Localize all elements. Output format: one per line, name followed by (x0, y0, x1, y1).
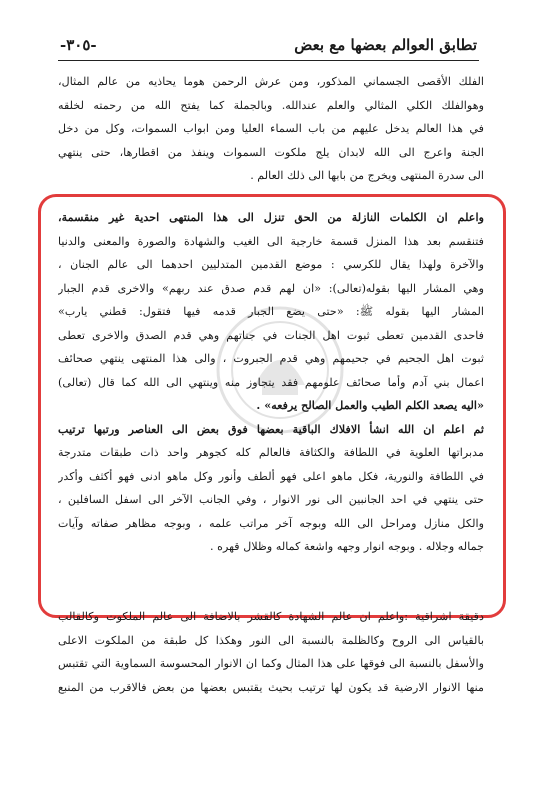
text-line: الجنة واعرج الى الله لابدان يلج ملكوت السموات وينفذ من اقطارها، حتى ينتهي (58, 145, 484, 159)
text-line: وهي المشار اليها بقوله(تعالى): «ان لهم قدم صدق عند ربهم» والاخرى قدم الجبار (58, 281, 484, 295)
text-line: ثم اعلم ان الله انشأ الافلاك الباقية بعضها فوق بعض الى العناصر ورتبها ترتيب (58, 421, 484, 436)
running-title: تطابق العوالم بعضها مع بعض (294, 36, 477, 54)
text-line: فاحدى القدمين تعطى ثبوت اهل الجنات في جناتهم وهي قدم الصدق والاخرى تعطى (58, 328, 484, 342)
text-line: الى سدرة المنتهى ويخرج من بابها الى ذلك العالم . (250, 169, 484, 182)
text-line: الفلك الأقصى الجسماني المذكور، ومن عرش الرحمن هوما يحاذيه من عالم المثال، (58, 75, 484, 88)
text-line: في هذا العالم يدخل عليهم من باب السماء العليا ومن ابواب السموات، وكل من دخل (58, 122, 484, 135)
text-line: منها الانوار الارضية قد يكون لها ترتيب بحيث يقتبس بعضها من بعض فالاقرب من المنبع (58, 680, 484, 694)
text-line: والكل منازل ومراحل الى الله وبوجه آخر مراتب علمه ، وبوجه مظاهر صفاته وآيات (58, 516, 484, 530)
text-line: والأسفل بالنسبة الى فوقها على هذا المثال وكما ان الانوار المحسوسة السماوية التي تقتبس (58, 657, 484, 670)
paragraph-4 (58, 605, 484, 699)
paragraph-1 (58, 70, 484, 188)
text-line: اعمال بني آدم وأما صحائف علومهم فقد يتجاوز منه وينتهي الى الله كما قال (تعالى) (58, 375, 484, 389)
text-line: جماله وجلاله . وبوجه انوار وجهه واشعة كماله وظلال قهره . (209, 540, 484, 553)
text-line: ثبوت اهل الجحيم في جحيمهم وهي قدم الجبروت ، والى هذا المنتهى ينتهي صحائف (58, 352, 484, 365)
text-line: والآخرة ولهذا يقال للكرسي : موضع القدمين المتدليين احدهما الى عالم الجنان ، (58, 258, 484, 271)
text-line: بالقياس الى الروح وكالظلمة بالنسبة الى النور وهكذا كل طبقة من الملكوت الاعلى (58, 633, 484, 647)
page-header (60, 36, 477, 58)
text-line: «اليه يصعد الكلم الطيب والعمل الصالح يرفعه» . (256, 398, 484, 412)
text-line: دقيقة اشراقية :واعلم ان عالم الشهادة كالقشر بالاضافة الى عالم الملكوت وكالقالب (58, 610, 484, 623)
text-line: حتى ينتهي في احد الجانبين الى نور الانوار ، وفي الجانب الآخر الى اسفل السافلين ، (58, 493, 484, 506)
page-number: -٣٠٥- (60, 36, 97, 54)
text-line: فتنقسم بعد هذا المنزل قسمة خارجية الى الغيب والشهادة والصورة والمعنى والدنيا (58, 234, 484, 248)
text-line: مدبراتها العلوية في اللطافة والكثافة فالعالم كله كجوهر واحد ذات طبقات متدرجة (58, 446, 484, 459)
highlight-box (38, 194, 506, 618)
text-line: في اللطافة والنورية، فكل ماهو اعلى فهو ألطف وأنور وكل ماهو ادنى فهو أكثف وأكدر (58, 469, 484, 483)
text-line: وهوالفلك الكلي المثالي والعلم عندالله. وبالجملة كما يفتح الله من رحمته لخلقه (58, 98, 484, 112)
text-line: واعلم ان الكلمات النازلة من الحق تنزل الى هذا المنتهى احدية غير منقسمة، (58, 210, 484, 224)
text-line: المشار اليها بقوله ﷺ: «حتى يضع الجبار قدمه فيها فتقول: قطني يارب» (58, 305, 484, 318)
header-rule (58, 60, 479, 61)
